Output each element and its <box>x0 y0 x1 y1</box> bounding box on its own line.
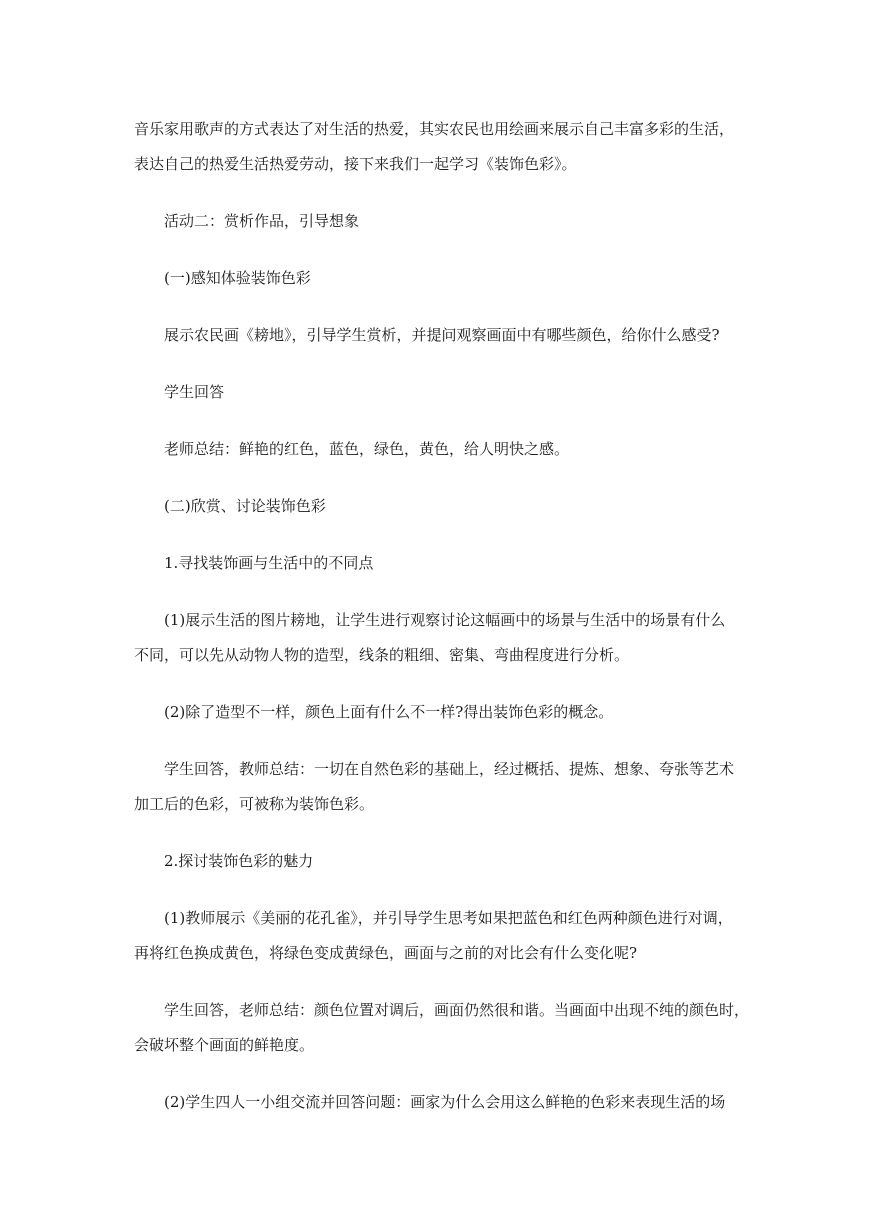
text-line: (2)学生四人一小组交流并回答问题：画家为什么会用这么鲜艳的色彩来表现生活的场 <box>164 1093 726 1111</box>
definition-paragraph <box>134 752 744 822</box>
text-line: 音乐家用歌声的方式表达了对生活的热爱，其实农民也用绘画来展示自己丰富多彩的生活， <box>134 120 735 138</box>
item-one-paragraph <box>134 603 744 673</box>
text-line: 2.探讨装饰色彩的魅力 <box>164 852 314 870</box>
text-line: 1.寻找装饰画与生活中的不同点 <box>164 554 374 572</box>
text-line: (2)除了造型不一样，颜色上面有什么不一样?得出装饰色彩的概念。 <box>164 703 614 721</box>
text-line: 再将红色换成黄色，将绿色变成黄绿色，画面与之前的对比会有什么变化呢? <box>134 944 638 962</box>
peacock-paragraph <box>134 901 744 971</box>
text-line: (1)展示生活的图片耪地，让学生进行观察讨论这幅画中的场景与生活中的场景有什么 <box>164 611 726 629</box>
section-two-heading <box>134 489 774 524</box>
text-line: (一)感知体验装饰色彩 <box>164 269 311 287</box>
text-line: 老师总结：鲜艳的红色，蓝色，绿色，黄色，给人明快之感。 <box>164 440 570 458</box>
text-line: 活动二：赏析作品，引导想象 <box>164 212 360 230</box>
group-discussion-paragraph <box>134 1085 774 1120</box>
text-line: 学生回答，教师总结：一切在自然色彩的基础上，经过概括、提炼、想象、夸张等艺术 <box>164 760 735 778</box>
text-line: (二)欣赏、讨论装饰色彩 <box>164 497 326 515</box>
subsection-two-heading <box>134 844 774 879</box>
student-answer-paragraph <box>134 375 774 410</box>
text-line: 展示农民画《耪地》，引导学生赏析，并提问观察画面中有哪些颜色，给你什么感受? <box>164 326 720 344</box>
text-line: 加工后的色彩，可被称为装饰色彩。 <box>134 795 375 813</box>
text-line: (1)教师展示《美丽的花孔雀》，并引导学生思考如果把蓝色和红色两种颜色进行对调， <box>164 909 733 927</box>
section-one-heading <box>134 261 774 296</box>
text-line: 不同，可以先从动物人物的造型，线条的粗细、密集、弯曲程度进行分析。 <box>134 646 630 664</box>
color-swap-summary-paragraph <box>134 993 750 1063</box>
text-line: 学生回答 <box>164 383 225 401</box>
subsection-one-heading <box>134 546 774 581</box>
text-line: 学生回答，老师总结：颜色位置对调后，画面仍然很和谐。当画面中出现不纯的颜色时， <box>164 1001 750 1019</box>
activity-two-heading <box>134 204 774 239</box>
intro-paragraph <box>134 112 744 182</box>
show-painting-paragraph <box>134 318 774 353</box>
text-line: 会破坏整个画面的鲜艳度。 <box>134 1036 315 1054</box>
text-line: 表达自己的热爱生活热爱劳动，接下来我们一起学习《装饰色彩》。 <box>134 155 577 173</box>
item-two-paragraph <box>134 695 774 730</box>
teacher-summary-paragraph <box>134 432 774 467</box>
